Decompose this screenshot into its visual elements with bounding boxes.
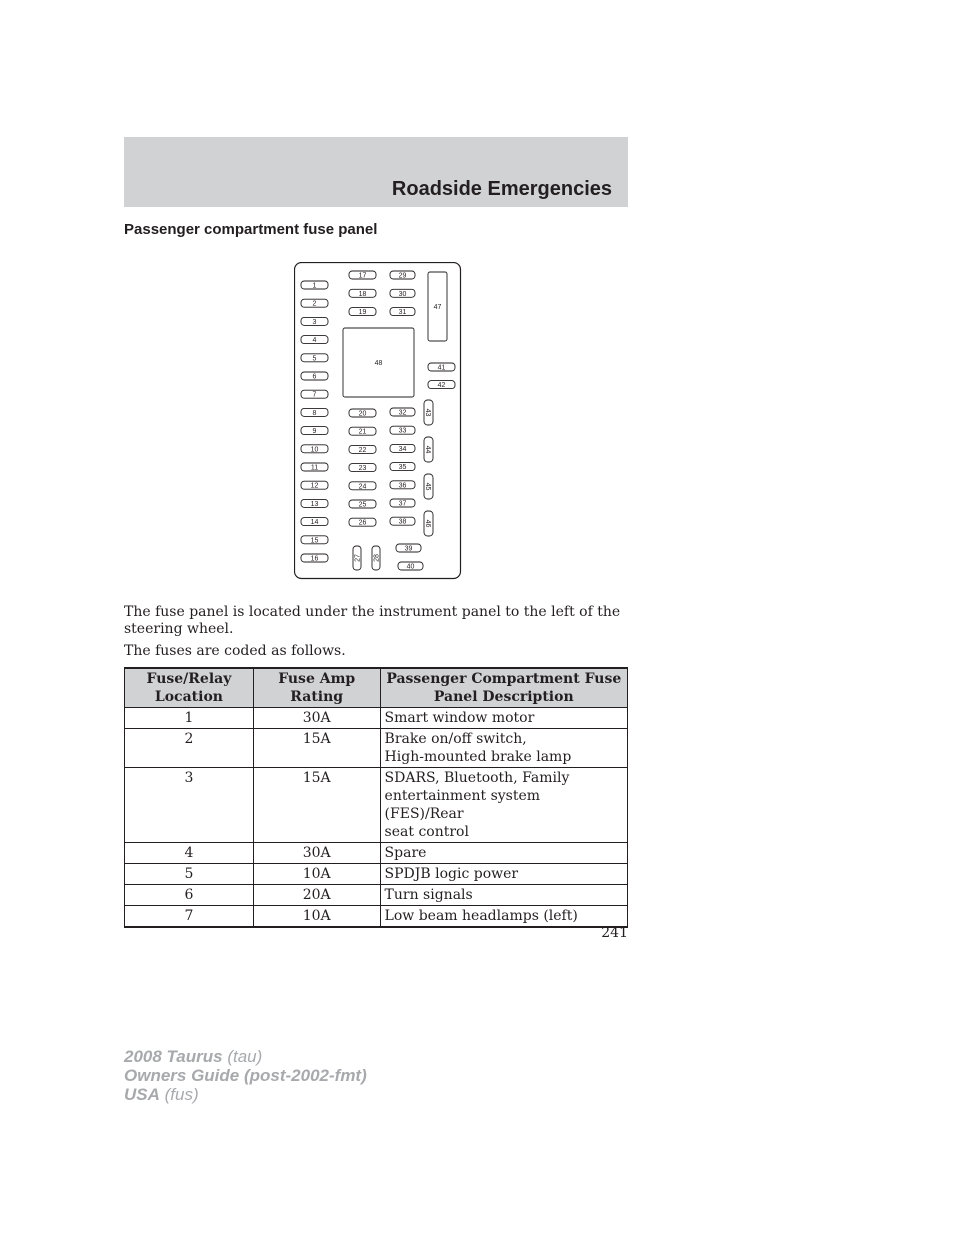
header-rating: Fuse Amp Rating xyxy=(253,668,380,708)
svg-text:26: 26 xyxy=(358,519,367,527)
svg-text:23: 23 xyxy=(358,465,367,473)
svg-text:20: 20 xyxy=(358,410,367,418)
cell-location: 1 xyxy=(125,708,254,729)
fuse-26 xyxy=(349,518,376,527)
fuse-14 xyxy=(301,518,328,527)
cell-description: SPDJB logic power xyxy=(380,864,627,885)
footer-market-code: (fus) xyxy=(164,1085,199,1104)
header-description: Passenger Compartment Fuse Panel Description xyxy=(380,668,627,708)
fuse-8 xyxy=(301,408,328,417)
svg-text:48: 48 xyxy=(374,360,383,367)
cell-rating: 15A xyxy=(253,729,380,768)
svg-text:15: 15 xyxy=(310,537,319,545)
cell-rating: 30A xyxy=(253,843,380,864)
svg-text:34: 34 xyxy=(398,445,407,453)
svg-text:14: 14 xyxy=(310,519,319,527)
fuse-31 xyxy=(390,308,415,317)
table-row xyxy=(125,708,628,729)
fuse-13 xyxy=(301,499,328,508)
fuse-22 xyxy=(349,445,376,454)
svg-text:32: 32 xyxy=(398,409,407,417)
fuse-18 xyxy=(349,289,376,298)
fuse-42 xyxy=(428,381,455,390)
coded-paragraph: The fuses are coded as follows. xyxy=(124,643,346,659)
footer-guide: Owners Guide (post-2002-fmt) xyxy=(124,1066,367,1085)
svg-text:43: 43 xyxy=(424,408,431,417)
cell-location: 4 xyxy=(125,843,254,864)
svg-text:9: 9 xyxy=(312,428,317,436)
fuse-39 xyxy=(396,544,421,553)
svg-text:22: 22 xyxy=(358,446,367,454)
fuse-37 xyxy=(390,499,415,508)
svg-text:13: 13 xyxy=(310,500,319,508)
cell-description: Spare xyxy=(380,843,627,864)
cell-rating: 15A xyxy=(253,768,380,843)
fuse-41 xyxy=(428,363,455,372)
fuse-16 xyxy=(301,554,328,563)
cell-rating: 10A xyxy=(253,906,380,928)
svg-text:4: 4 xyxy=(312,337,317,345)
fuse-20 xyxy=(349,409,376,418)
svg-text:7: 7 xyxy=(312,391,317,399)
svg-text:39: 39 xyxy=(404,545,413,553)
fuse-11 xyxy=(301,463,328,472)
svg-text:1: 1 xyxy=(312,282,317,290)
svg-text:6: 6 xyxy=(312,373,317,381)
footer-market: USA xyxy=(124,1085,160,1104)
cell-location: 3 xyxy=(125,768,254,843)
svg-text:16: 16 xyxy=(310,555,319,563)
svg-text:2: 2 xyxy=(312,300,317,308)
fuse-46 xyxy=(424,511,433,536)
fuse-table xyxy=(124,667,628,928)
fuse-28 xyxy=(372,546,381,570)
svg-text:29: 29 xyxy=(398,272,407,280)
fuse-21 xyxy=(349,427,376,436)
fuse-2 xyxy=(301,299,328,308)
svg-text:28: 28 xyxy=(373,554,381,562)
cell-location: 2 xyxy=(125,729,254,768)
cell-location: 7 xyxy=(125,906,254,928)
fuse-15 xyxy=(301,536,328,545)
cell-description: Turn signals xyxy=(380,885,627,906)
fuse-38 xyxy=(390,517,415,526)
fuse-43 xyxy=(424,400,433,425)
svg-text:36: 36 xyxy=(398,482,407,490)
cell-description: Smart window motor xyxy=(380,708,627,729)
header-location: Fuse/Relay Location xyxy=(125,668,254,708)
fuse-17 xyxy=(349,271,376,280)
fuse-19 xyxy=(349,308,376,317)
fuse-panel-diagram xyxy=(294,262,462,580)
svg-text:35: 35 xyxy=(398,464,407,472)
cell-description: Low beam headlamps (left) xyxy=(380,906,627,928)
fuse-1 xyxy=(301,281,328,290)
table-row xyxy=(125,768,628,843)
fuse-4 xyxy=(301,336,328,345)
fuse-32 xyxy=(390,408,415,417)
svg-text:40: 40 xyxy=(406,563,415,571)
svg-text:21: 21 xyxy=(358,428,367,436)
svg-text:12: 12 xyxy=(310,482,319,490)
svg-text:30: 30 xyxy=(398,290,407,298)
svg-text:42: 42 xyxy=(437,382,446,390)
cell-location: 6 xyxy=(125,885,254,906)
relay-48 xyxy=(343,328,414,397)
table-row xyxy=(125,843,628,864)
svg-text:33: 33 xyxy=(398,427,407,435)
fuse-34 xyxy=(390,444,415,453)
svg-text:38: 38 xyxy=(398,518,407,526)
fuse-12 xyxy=(301,481,328,490)
fuse-24 xyxy=(349,482,376,491)
chapter-title: Roadside Emergencies xyxy=(391,178,612,200)
svg-text:18: 18 xyxy=(358,290,367,298)
footer-model: 2008 Taurus xyxy=(124,1047,223,1066)
document-footer xyxy=(124,1047,367,1104)
table-row xyxy=(125,864,628,885)
svg-text:41: 41 xyxy=(437,364,446,372)
svg-text:45: 45 xyxy=(424,482,431,491)
fuse-27 xyxy=(353,546,362,570)
cell-description: SDARS, Bluetooth, Family entertainment system (FES)/Rear seat control xyxy=(380,768,627,843)
table-row xyxy=(125,885,628,906)
fuse-30 xyxy=(390,289,415,298)
fuse-23 xyxy=(349,464,376,473)
fuse-33 xyxy=(390,426,415,435)
svg-text:8: 8 xyxy=(312,409,317,417)
svg-text:31: 31 xyxy=(398,309,407,317)
cell-rating: 10A xyxy=(253,864,380,885)
table-row xyxy=(125,906,628,928)
header-band xyxy=(124,137,628,207)
cell-rating: 30A xyxy=(253,708,380,729)
fuse-25 xyxy=(349,500,376,509)
svg-text:44: 44 xyxy=(424,445,431,454)
fuse-36 xyxy=(390,481,415,490)
page-number: 241 xyxy=(601,925,628,941)
cell-location: 5 xyxy=(125,864,254,885)
fuse-7 xyxy=(301,390,328,399)
location-paragraph: The fuse panel is located under the instrument panel to the left of the steering wheel. xyxy=(124,604,621,637)
footer-model-code: (tau) xyxy=(227,1047,263,1066)
fuse-35 xyxy=(390,463,415,472)
table-header-row xyxy=(125,668,628,708)
svg-text:17: 17 xyxy=(358,272,367,280)
svg-text:5: 5 xyxy=(312,355,317,363)
cell-description: Brake on/off switch, High-mounted brake lamp xyxy=(380,729,627,768)
fuse-5 xyxy=(301,354,328,363)
fuse-44 xyxy=(424,437,433,462)
svg-text:11: 11 xyxy=(310,464,319,472)
svg-text:3: 3 xyxy=(312,318,317,326)
fuse-9 xyxy=(301,427,328,436)
fuse-10 xyxy=(301,445,328,454)
svg-text:37: 37 xyxy=(398,500,407,508)
svg-text:10: 10 xyxy=(310,446,319,454)
svg-text:27: 27 xyxy=(354,554,362,562)
section-title: Passenger compartment fuse panel xyxy=(124,221,378,238)
fuse-45 xyxy=(424,474,433,499)
svg-text:46: 46 xyxy=(424,519,431,528)
fuse-6 xyxy=(301,372,328,381)
svg-text:19: 19 xyxy=(358,309,367,317)
table-row xyxy=(125,729,628,768)
cell-rating: 20A xyxy=(253,885,380,906)
relay-47 xyxy=(428,272,447,341)
svg-text:24: 24 xyxy=(358,483,367,491)
fuse-29 xyxy=(390,271,415,280)
fuse-40 xyxy=(398,562,423,571)
fuse-3 xyxy=(301,317,328,326)
svg-text:25: 25 xyxy=(358,501,367,509)
svg-text:47: 47 xyxy=(433,304,442,311)
